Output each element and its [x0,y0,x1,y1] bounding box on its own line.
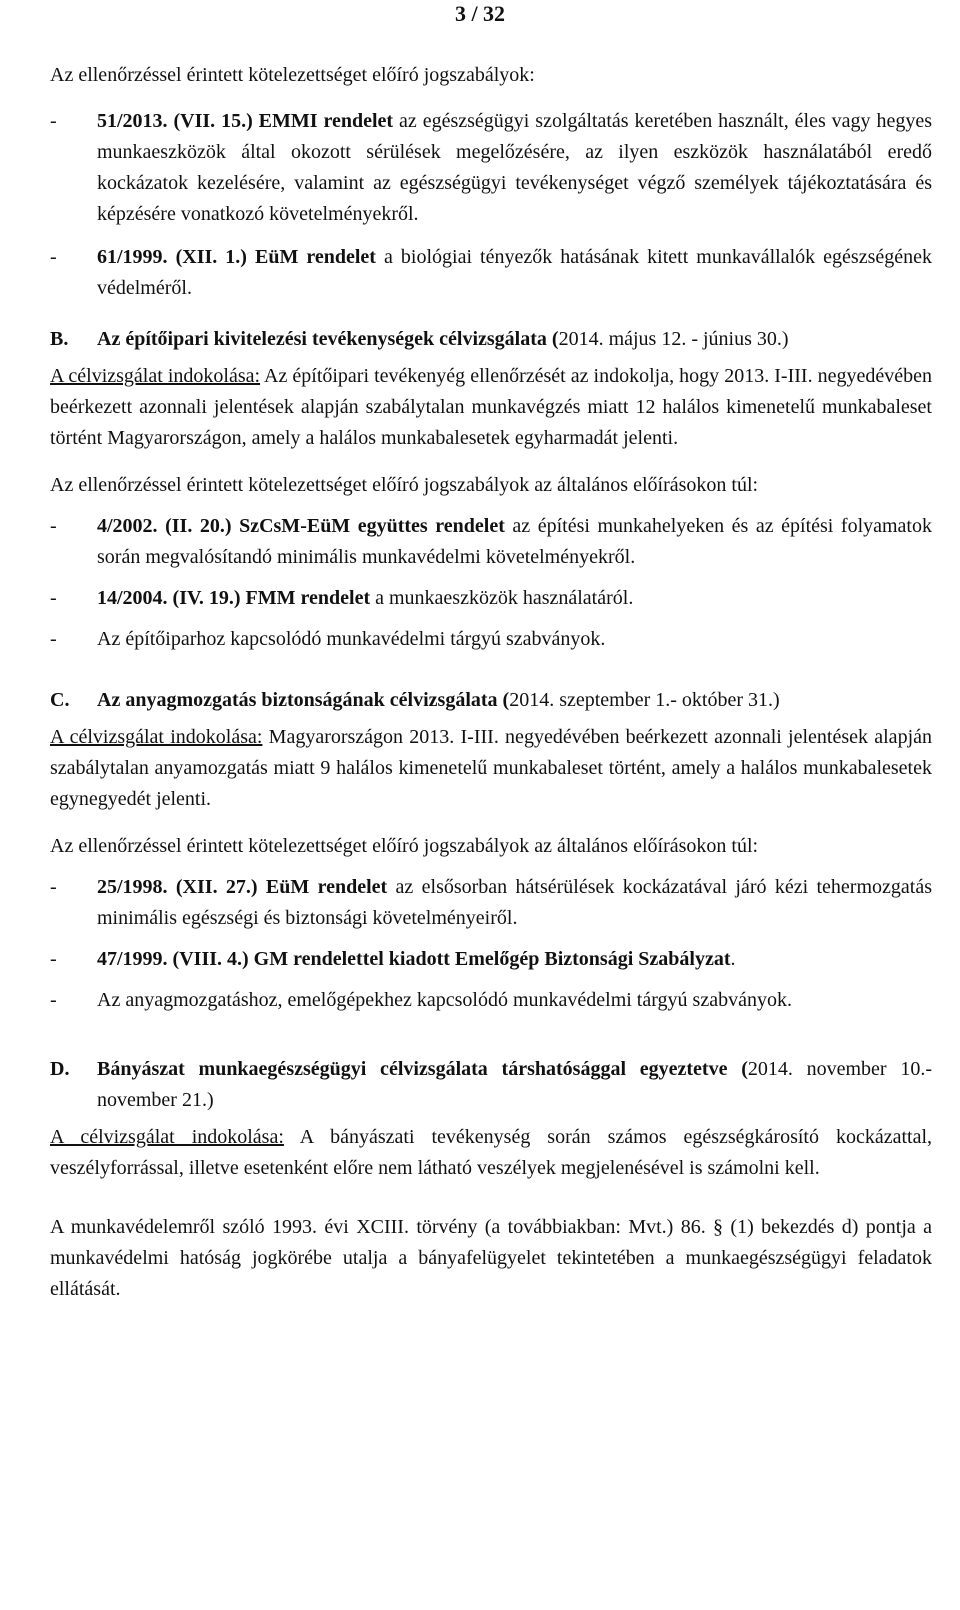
law-item [50,583,932,614]
section-title: Az építőipari kivitelezési tevékenységek célvizsgálata ( [97,328,559,350]
law-reference: 25/1998. (XII. 27.) EüM rendelet [97,876,388,898]
reason-label: A célvizsgálat indokolása: [50,365,261,387]
law-reference: 47/1999. (VIII. 4.) GM rendelettel kiadott Emelőgép Biztonsági Szabályzat [97,948,731,970]
section-d-reason [50,1122,932,1184]
law-reference: 4/2002. (II. 20.) SzCsM-EüM együttes rendelet [97,515,505,537]
section-letter: D. [50,1058,70,1080]
law-reference: 51/2013. (VII. 15.) EMMI rendelet [97,110,394,132]
reason-text: Az építőipari tevékenyég ellenőrzését az indokolja, hogy 2013. I-III. negyedévében beérkezett azonnali jelentések alapján szabálytalan munkavégzés miatt 12 halálos kimenetelű munkabaleset történt Magyarországon, amely a halálos munkabalesetek egyharmadát jelenti. [50,365,933,449]
section-c-reason [50,722,932,815]
section-title: Bányászat munkaegészségügyi célvizsgálata társhatósággal egyeztetve ( [97,1058,748,1080]
law-description: . [730,948,736,970]
list-dash: - [50,876,57,898]
law-item [50,511,932,573]
reason-label: A célvizsgálat indokolása: [50,1126,284,1148]
law-description: az egészségügyi szolgáltatás keretében használt, éles vagy hegyes munkaeszközök által okozott sérülések megelőzésére, az ilyen eszközök használatából eredő kockázatok kezelésére, valamint az egészségügyi tevékenységet végző személyek tájékoztatására és képzésére vonatkozó követelményekről. [97,110,933,225]
section-dates: 2014. szeptember 1.- október 31.) [509,689,780,711]
law-item [50,944,932,975]
section-title: Az anyagmozgatás biztonságának célvizsgálata ( [97,689,510,711]
section-dates: 2014. május 12. - június 30.) [558,328,789,350]
list-dash: - [50,989,57,1011]
reason-text: Magyarországon 2013. I-III. negyedévében beérkezett azonnali jelentések alapján szabálytalan anyamozgatás miatt 9 halálos kimenetelű munkabaleset történt, amely a halálos munkabalesetek egynegyedét jelenti. [50,726,932,810]
section-letter: C. [50,689,70,711]
list-dash: - [50,948,57,970]
reason-text: A bányászati tevékenység során számos egészségkárosító kockázattal, veszélyforrással, illetve esetenként előre nem látható veszélyek megjelenésével is számolni kell. [50,1126,932,1179]
section-c-law-label: Az ellenőrzéssel érintett kötelezettséget előíró jogszabályok az általános előírásokon túl: [50,835,759,857]
law-item [50,624,932,655]
section-b-law-label: Az ellenőrzéssel érintett kötelezettséget előíró jogszabályok az általános előírásokon túl: [50,474,759,496]
section-d-law-text: A munkavédelemről szóló 1993. évi XCIII. törvény (a továbbiakban: Mvt.) 86. § (1) bekezdés d) pontja a munkavédelmi hatóság jogkörébe utalja a bányafelügyelet tekintetében a munkaegészségügyi feladatok ellátását. [50,1216,932,1300]
section-d-heading [50,1054,932,1116]
section-b-heading [50,324,932,355]
law-reference: 14/2004. (IV. 19.) FMM rendelet [97,587,371,609]
intro-label: Az ellenőrzéssel érintett kötelezettséget előíró jogszabályok: [50,64,535,86]
law-description: a biológiai tényezők hatásának kitett munkavállalók egészségének védelméről. [97,246,932,299]
law-item [50,985,932,1016]
list-dash: - [50,587,57,609]
law-reference: 61/1999. (XII. 1.) EüM rendelet [97,246,376,268]
list-dash: - [50,628,57,650]
list-dash: - [50,110,57,132]
law-item [50,872,932,934]
law-item [50,106,932,230]
section-c-heading [50,685,932,716]
law-description: a munkaeszközök használatáról. [370,587,634,609]
document-body [50,60,932,1305]
law-description: az építési munkahelyeken és az építési folyamatok során megvalósítandó minimális munkavédelmi követelményekről. [97,515,932,568]
law-description: Az építőiparhoz kapcsolódó munkavédelmi tárgyú szabványok. [97,628,606,650]
reason-label: A célvizsgálat indokolása: [50,726,263,748]
page-number: 3 / 32 [454,1,506,26]
section-letter: B. [50,328,69,350]
list-dash: - [50,515,57,537]
law-description: az elsősorban hátsérülések kockázatával járó kézi tehermozgatás minimális egészségi és biztonsági követelményeiről. [97,876,932,929]
section-dates: 2014. november 10.- november 21.) [97,1058,932,1111]
section-b-reason [50,361,932,454]
law-item [50,242,932,304]
list-dash: - [50,246,57,268]
law-description: Az anyagmozgatáshoz, emelőgépekhez kapcsolódó munkavédelmi tárgyú szabványok. [97,989,792,1011]
